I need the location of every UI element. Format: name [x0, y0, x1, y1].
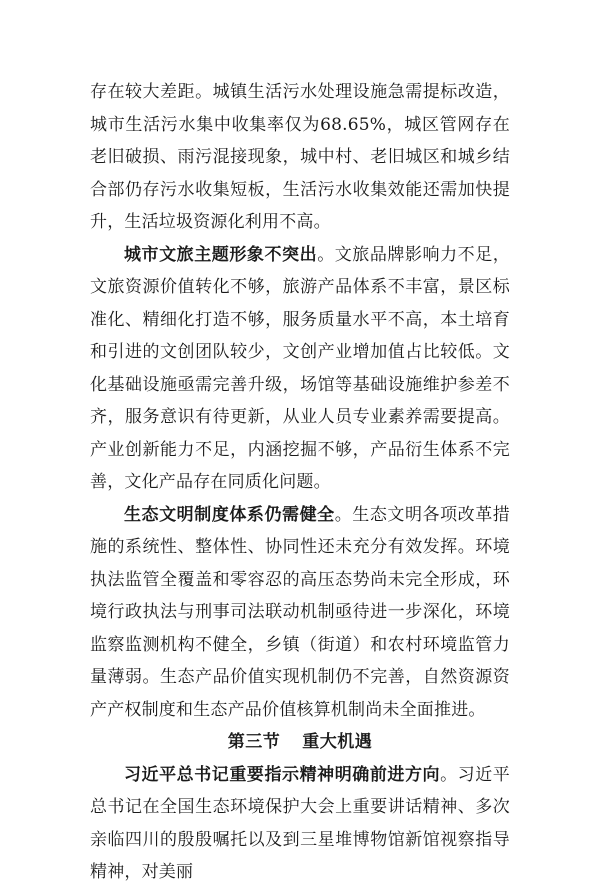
paragraph-ecological-system — [90, 499, 510, 727]
section-number: 第三节 — [227, 732, 281, 752]
paragraph-culture-tourism-heading: 城市文旅主题形象不突出 — [124, 244, 318, 265]
paragraph-ecological-system-heading: 生态文明制度体系仍需健全 — [124, 504, 335, 525]
section-title: 重大机遇 — [302, 732, 373, 752]
paragraph-culture-tourism-text: 。文旅品牌影响力不足，文旅资源价值转化不够，旅游产品体系不丰富，景区标准化、精细化打造不够，服务质量水平不高，本土培育和引进的文创团队较少，文创产业增加值占比较低。文化基础设施亟需完善升级，场馆等基础设施维护参差不齐，服务意识有待更新，从业人员专业素养需要提高。产业创新能力不足，内涵挖掘不够，产品衍生体系不完善，文化产品存在同质化问题。 — [90, 244, 511, 492]
paragraph-sewage — [90, 76, 510, 239]
paragraph-ecological-system-text: 。生态文明各项改革措施的系统性、整体性、协同性还未充分有效发挥。环境执法监管全覆盖和零容忍的高压态势尚未完全形成，环境行政执法与刑事司法联动机制亟待进一步深化，环境监察监测机构不健全，乡镇（街道）和农村环境监管力量薄弱。生态产品价值实现机制仍不完善，自然资源资产产权制度和生态产品价值核算机制尚未全面推进。 — [90, 504, 511, 720]
paragraph-sewage-text: 存在较大差距。城镇生活污水处理设施急需提标改造，城市生活污水集中收集率仅为68.65%，城区管网存在老旧破损、雨污混接现象，城中村、老旧城区和城乡结合部仍存污水收集短板，生活污水收集效能还需加快提升，生活垃圾资源化利用不高。 — [90, 82, 510, 232]
paragraph-guidance-heading: 习近平总书记重要指示精神明确前进方向 — [124, 764, 441, 785]
paragraph-culture-tourism — [90, 239, 510, 499]
paragraph-guidance-text: 。习近平总书记在全国生态环境保护大会上重要讲话精神、多次亲临四川的殷殷嘱托以及到三星堆博物馆新馆视察指导精神，对美丽 — [90, 764, 510, 882]
document-page — [90, 76, 510, 889]
paragraph-guidance — [90, 759, 510, 889]
section-heading — [90, 726, 510, 759]
